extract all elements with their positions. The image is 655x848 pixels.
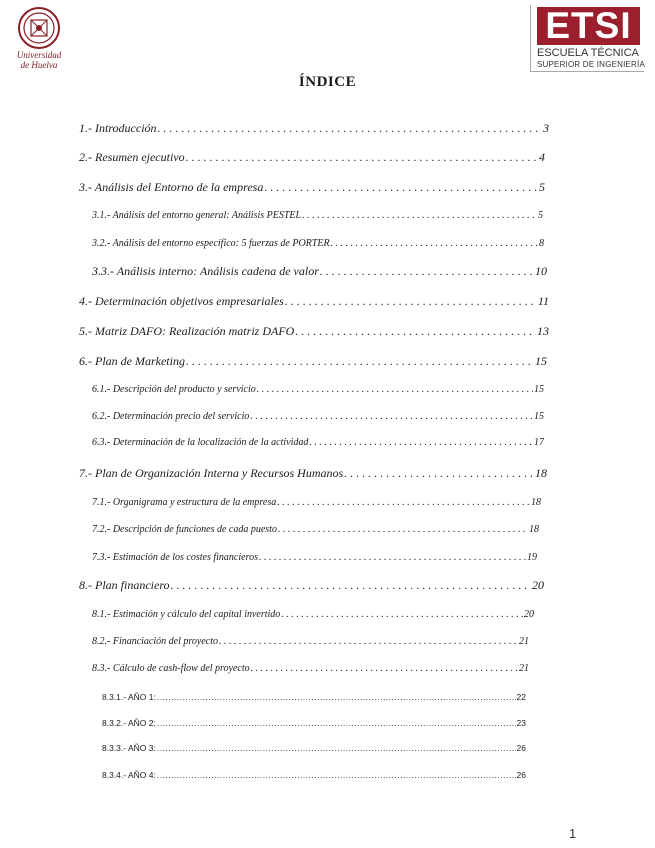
toc-entry-label: 3.2.- Análisis del entorno específico: 5 fuerzas de PORTER <box>92 238 330 249</box>
page-number: 1 <box>569 826 577 841</box>
toc-entry-label: 3.1.- Análisis del entorno general: Análisis PESTEL <box>92 210 302 221</box>
toc-entry[interactable] <box>92 497 541 508</box>
toc-leader <box>171 578 531 593</box>
toc-entry-page: 21 <box>519 663 529 674</box>
toc-leader <box>331 238 538 249</box>
toc-entry-label: 4.- Determinación objetivos empresariales <box>79 294 284 308</box>
toc-leader <box>251 663 518 674</box>
toc-entry-label: 8.3.- Cálculo de cash-flow del proyecto <box>92 663 250 674</box>
toc-entry-label: 5.- Matriz DAFO: Realización matriz DAFO <box>79 324 295 338</box>
toc-entry[interactable] <box>79 150 545 165</box>
toc-entry-label: 6.2.- Determinación precio del servicio <box>92 411 250 422</box>
toc-entry[interactable] <box>79 180 545 195</box>
toc-entry-label: 6.1.- Descripción del producto y servicio <box>92 384 256 395</box>
toc-entry[interactable] <box>92 636 529 647</box>
toc-entry[interactable] <box>102 770 526 780</box>
toc-entry-label: 6.- Plan de Marketing <box>79 354 185 368</box>
toc-entry[interactable] <box>102 718 526 728</box>
toc-leader <box>344 466 534 481</box>
university-name-line2: de Huelva <box>20 60 58 70</box>
toc-entry-page: 8 <box>539 238 544 249</box>
toc-entry-label: 8.- Plan financiero <box>79 578 170 592</box>
toc-entry-label: 7.2.- Descripción de funciones de cada puesto <box>92 524 277 535</box>
toc-entry-label: 8.2.- Financiación del proyecto <box>92 636 218 647</box>
toc-entry[interactable] <box>92 663 529 674</box>
toc-entry-label: 3.3.- Análisis interno: Análisis cadena de valor <box>92 264 319 278</box>
toc-entry-page: 15 <box>534 384 544 395</box>
toc-entry[interactable] <box>102 743 526 753</box>
toc-entry[interactable] <box>79 578 544 593</box>
toc-entry-page: 20 <box>532 578 544 592</box>
toc-leader <box>158 121 542 136</box>
toc-entry-page: 18 <box>529 524 539 535</box>
toc-entry[interactable] <box>79 121 549 136</box>
toc-entry[interactable] <box>79 294 549 309</box>
toc-entry-page: 5 <box>539 180 545 194</box>
toc-entry-page: 15 <box>535 354 547 368</box>
toc-entry-label: 8.3.3.- AÑO 3: <box>102 743 156 753</box>
toc-entry[interactable] <box>92 609 534 620</box>
toc-entry[interactable] <box>92 264 547 279</box>
toc-leader <box>259 552 526 563</box>
toc-entry[interactable] <box>92 210 543 221</box>
toc-entry-label: 8.3.2.- AÑO 2: <box>102 718 156 728</box>
toc-leader <box>257 384 533 395</box>
toc-entry-page: 20 <box>524 609 534 620</box>
toc-entry-page: 18 <box>531 497 541 508</box>
toc-entry-page: 4 <box>539 150 545 164</box>
toc-entry[interactable] <box>79 324 549 339</box>
toc-entry-label: 2.- Resumen ejecutivo <box>79 150 185 164</box>
toc-entry[interactable] <box>79 466 547 481</box>
toc-entry-label: 7.3.- Estimación de los costes financieros <box>92 552 258 563</box>
toc-entry-page: 17 <box>534 437 544 448</box>
toc-leader <box>157 692 516 702</box>
university-seal-icon <box>17 6 61 50</box>
toc-entry-label: 8.3.1.- AÑO 1: <box>102 692 156 702</box>
toc-entry[interactable] <box>92 437 544 448</box>
etsi-logo <box>530 5 644 72</box>
toc-leader <box>285 294 537 309</box>
toc-leader <box>157 743 516 753</box>
toc-entry[interactable] <box>92 384 544 395</box>
toc-entry-label: 3.- Análisis del Entorno de la empresa <box>79 180 264 194</box>
toc-leader <box>219 636 518 647</box>
toc-leader <box>250 411 533 422</box>
toc-leader <box>281 609 523 620</box>
toc-entry-page: 10 <box>535 264 547 278</box>
etsi-school-line2: SUPERIOR DE INGENIERÍA <box>537 60 645 69</box>
toc-leader <box>302 210 537 221</box>
toc-leader <box>264 180 538 195</box>
toc-entry-label: 1.- Introducción <box>79 121 157 135</box>
toc-entry[interactable] <box>92 524 539 535</box>
toc-entry-page: 22 <box>516 692 526 702</box>
toc-entry-page: 23 <box>516 718 526 728</box>
toc-leader <box>277 497 530 508</box>
toc-leader <box>320 264 534 279</box>
toc-leader <box>186 354 534 369</box>
toc-entry[interactable] <box>92 238 544 249</box>
toc-entry-label: 8.1.- Estimación y cálculo del capital invertido <box>92 609 281 620</box>
toc-entry-page: 5 <box>538 210 543 221</box>
toc-entry-page: 21 <box>519 636 529 647</box>
toc-entry[interactable] <box>79 354 547 369</box>
page-title: ÍNDICE <box>298 74 357 90</box>
toc-entry-label: 7.1.- Organigrama y estructura de la empresa <box>92 497 277 508</box>
toc-entry-page: 19 <box>527 552 537 563</box>
university-logo <box>13 6 65 70</box>
toc-leader <box>309 437 533 448</box>
toc-entry-page: 3 <box>543 121 549 135</box>
toc-entry[interactable] <box>102 692 526 702</box>
toc-entry-page: 15 <box>534 411 544 422</box>
toc-leader <box>278 524 528 535</box>
etsi-acronym: ETSI <box>537 7 640 45</box>
toc-entry-page: 11 <box>537 294 549 308</box>
toc-leader <box>186 150 538 165</box>
toc-entry[interactable] <box>92 411 544 422</box>
toc-entry-page: 26 <box>516 770 526 780</box>
toc-entry-page: 18 <box>535 466 547 480</box>
toc-entry-label: 7.- Plan de Organización Interna y Recursos Humanos <box>79 466 344 480</box>
toc-leader <box>157 718 516 728</box>
toc-entry-page: 26 <box>516 743 526 753</box>
toc-entry[interactable] <box>92 552 537 563</box>
toc-entry-page: 13 <box>537 324 549 338</box>
etsi-school-line1: ESCUELA TÉCNICA <box>537 47 639 59</box>
toc-leader <box>295 324 536 339</box>
toc-entry-label: 6.3.- Determinación de la localización de la actividad <box>92 437 309 448</box>
university-name-line1: Universidad <box>16 50 62 60</box>
toc-leader <box>157 770 516 780</box>
toc-entry-label: 8.3.4.- AÑO 4: <box>102 770 156 780</box>
